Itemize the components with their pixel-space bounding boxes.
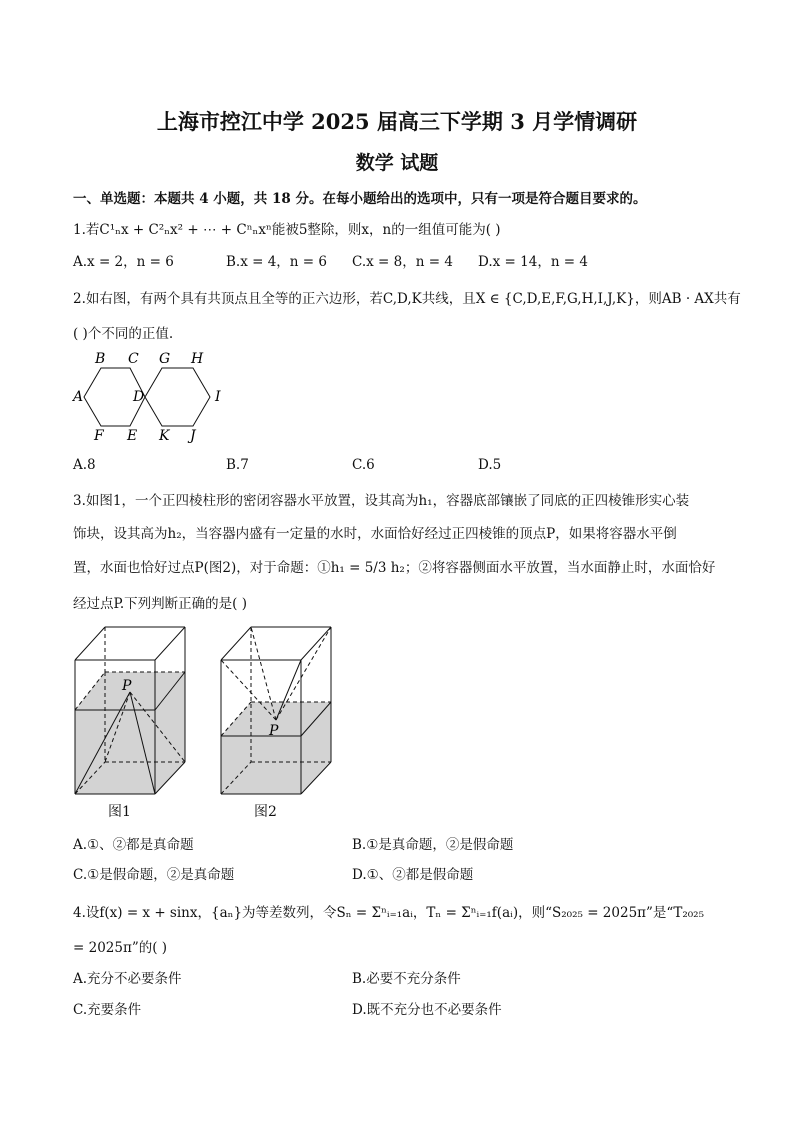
q3-option-d: D.①、②都是假命题 <box>352 867 474 883</box>
label-K: K <box>159 428 170 444</box>
right-hexagon <box>145 368 210 426</box>
prism-figure-1 <box>70 622 195 800</box>
question-4-line1: 4.设f(x) = x + sinx，{aₙ}为等差数列，令Sₙ = Σⁿᵢ₌₁aᵢ，Tₙ = Σⁿᵢ₌₁f(aᵢ)，则“S₂₀₂₅ = 2025π”是“T₂₀₂₅ <box>73 905 704 921</box>
q4-option-c: C.充要条件 <box>73 1002 142 1018</box>
hexagon-figure <box>70 350 230 445</box>
q1-option-a: A.x = 2，n = 6 <box>73 254 174 270</box>
q3-option-c: C.①是假命题，②是真命题 <box>73 867 235 883</box>
q3-option-b: B.①是真命题，②是假命题 <box>352 837 514 853</box>
label-J: J <box>190 428 196 444</box>
q2-option-d: D.5 <box>478 457 502 473</box>
label-C: C <box>128 351 139 367</box>
q3-option-a: A.①、②都是真命题 <box>73 837 194 853</box>
q4-option-a: A.充分不必要条件 <box>73 971 182 987</box>
question-3-line2: 饰块，设其高为h₂，当容器内盛有一定量的水时，水面恰好经过正四棱锥的顶点P，如果将容器水平倒 <box>73 526 677 542</box>
figure-1-caption: 图1 <box>108 804 131 820</box>
page-title: 上海市控江中学 2025 届高三下学期 3 月学情调研 <box>156 109 638 134</box>
section-heading: 一、单选题：本题共 4 小题，共 18 分。在每小题给出的选项中，只有一项是符合题目要求的。 <box>73 191 647 207</box>
q1-option-b: B.x = 4，n = 6 <box>226 254 327 270</box>
q2-option-a: A.8 <box>73 457 96 473</box>
point-P-fig2: P <box>269 723 279 739</box>
q4-option-b: B.必要不充分条件 <box>352 971 461 987</box>
question-3-line4: 经过点P.下列判断正确的是( ) <box>73 596 247 612</box>
q1-option-d: D.x = 14，n = 4 <box>478 254 588 270</box>
label-H: H <box>191 351 204 367</box>
point-P-fig1: P <box>122 678 132 694</box>
label-G: G <box>159 351 171 367</box>
question-3-line3: 置，水面也恰好过点P(图2)，对于命题：①h₁ = 5/3 h₂；②将容器侧面水平放置，当水面静止时，水面恰好 <box>73 560 716 576</box>
q1-option-c: C.x = 8，n = 4 <box>352 254 453 270</box>
q2-option-b: B.7 <box>226 457 249 473</box>
question-2-stem-line1: 2.如右图，有两个具有共顶点且全等的正六边形，若C,D,K共线，且X ∈ {C,D,E,F,G,H,I,J,K}，则AB · AX共有 <box>73 291 741 307</box>
label-F: F <box>94 428 104 444</box>
q4-option-d: D.既不充分也不必要条件 <box>352 1002 502 1018</box>
label-E: E <box>127 428 138 444</box>
label-I: I <box>215 389 221 405</box>
figure-2-caption: 图2 <box>254 804 277 820</box>
question-1-stem: 1.若C¹ₙx + C²ₙx² + ⋯ + Cⁿₙxⁿ能被5整除，则x，n的一组值可能为( ) <box>73 222 501 238</box>
q2-option-c: C.6 <box>352 457 375 473</box>
prism-figure-2 <box>216 622 341 800</box>
label-D: D <box>133 389 145 405</box>
question-4-line2: = 2025π”的( ) <box>73 940 168 956</box>
label-A: A <box>73 389 84 405</box>
question-2-stem-line2: ( )个不同的正值. <box>73 326 174 342</box>
label-B: B <box>95 351 106 367</box>
question-3-line1: 3.如图1，一个正四棱柱形的密闭容器水平放置，设其高为h₁，容器底部镶嵌了同底的正四棱锥形实心装 <box>73 493 690 509</box>
page-subtitle: 数学 试题 <box>355 152 439 174</box>
